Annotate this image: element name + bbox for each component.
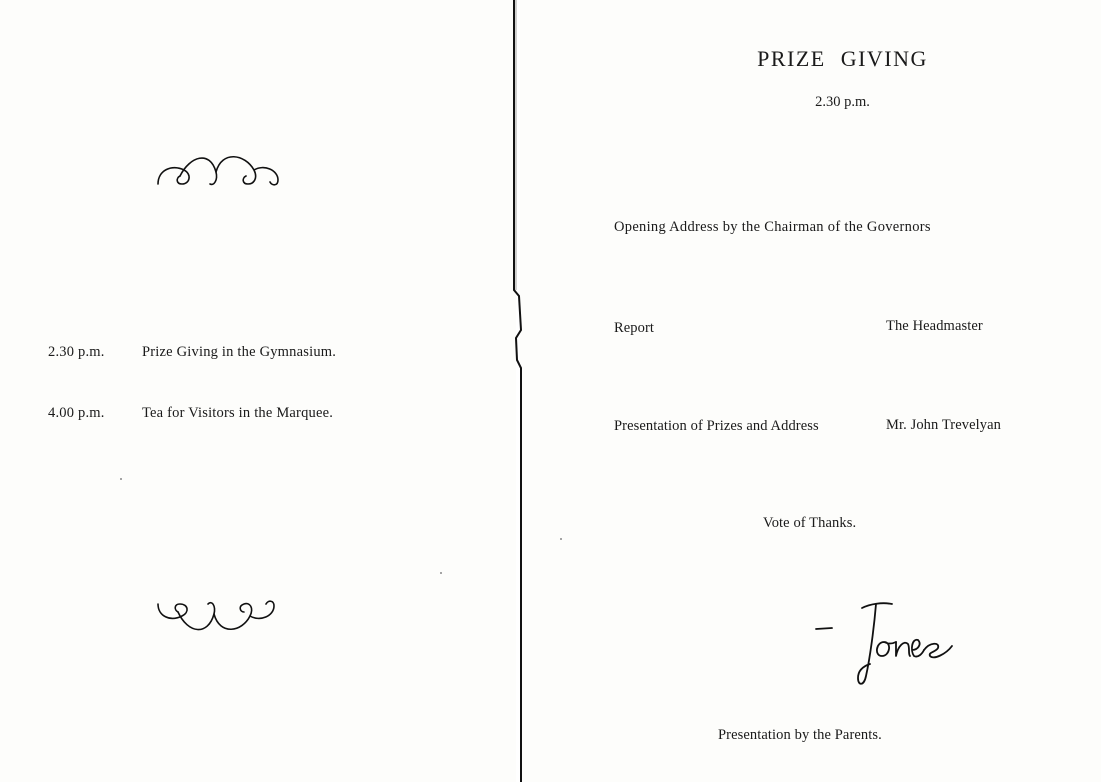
vote-of-thanks: Vote of Thanks.	[763, 515, 857, 531]
print-speck	[120, 478, 122, 480]
print-speck	[560, 538, 562, 540]
opening-address: Opening Address by the Chairman of the Governors	[614, 219, 931, 235]
left-page	[0, 0, 516, 782]
schedule-time: 4.00 p.m.	[48, 405, 105, 421]
presentation-item: Presentation of Prizes and Address	[614, 418, 819, 434]
schedule-event: Tea for Visitors in the Marquee.	[142, 405, 334, 421]
schedule-item	[48, 344, 336, 361]
bottom-flourish-ornament	[150, 596, 280, 638]
top-flourish-ornament	[150, 148, 285, 190]
schedule-event: Prize Giving in the Gymnasium.	[142, 344, 337, 360]
print-speck	[440, 572, 442, 574]
parents-presentation: Presentation by the Parents.	[718, 727, 882, 743]
report-speaker: The Headmaster	[886, 318, 983, 334]
schedule-time: 2.30 p.m.	[48, 344, 105, 360]
jones-handwritten-signature	[810, 598, 960, 690]
schedule-item	[48, 405, 333, 422]
presentation-speaker: Mr. John Trevelyan	[886, 417, 1001, 433]
start-time: 2.30 p.m.	[815, 94, 870, 110]
report-item: Report	[614, 320, 655, 336]
right-page	[520, 0, 1101, 782]
page-title: PRIZE GIVING	[757, 46, 928, 71]
